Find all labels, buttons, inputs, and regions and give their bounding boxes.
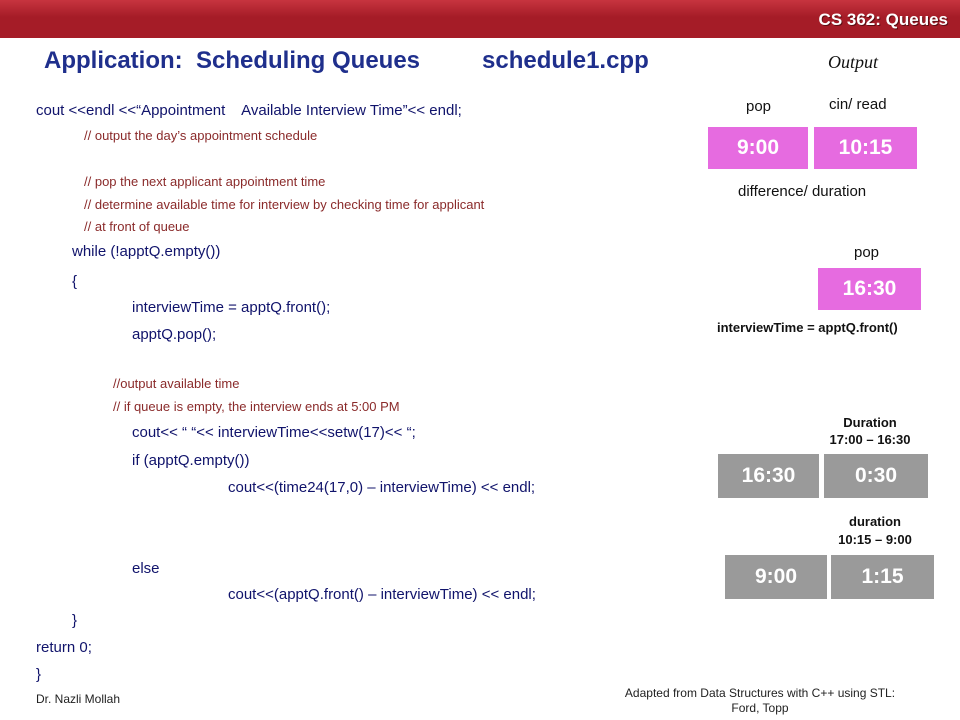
comment-determine: // determine available time for interview by checking time for applicant (84, 197, 485, 212)
code-line-pop: apptQ.pop(); (132, 326, 217, 343)
comment-front: // at front of queue (84, 219, 190, 234)
duration-label-2: duration (849, 514, 901, 529)
interview-front-label: interviewTime = apptQ.front() (717, 320, 898, 335)
comment-output-available: //output available time (113, 376, 240, 391)
code-line-return: return 0; (36, 639, 92, 656)
code-line-cout-header: cout <<endl <<“Appointment Available Interview Time”<< endl; (36, 102, 462, 119)
output-label: Output (828, 52, 879, 72)
box-10-15: 10:15 (814, 127, 917, 169)
comment-pop-next: // pop the next applicant appointment time (84, 174, 326, 189)
pop-label-mid: pop (854, 244, 880, 261)
code-line-cout-interview: cout<< “ “<< interviewTime<<setw(17)<< “; (132, 424, 416, 441)
code-line-if: if (apptQ.empty()) (132, 452, 250, 469)
duration-label-1: Duration (843, 415, 897, 430)
cin-read-label: cin/ read (829, 96, 887, 113)
code-line-else: else (132, 560, 160, 577)
footer-author: Dr. Nazli Mollah (36, 692, 121, 706)
box-0-30: 0:30 (824, 454, 928, 498)
box-16-30-mid: 16:30 (818, 268, 921, 310)
course-title: CS 362: Queues (818, 10, 948, 29)
comment-if-empty: // if queue is empty, the interview ends at 5:00 PM (113, 399, 400, 414)
code-line-close-brace: } (72, 612, 78, 629)
comment-output-schedule: // output the day’s appointment schedule (84, 128, 318, 143)
slide-title (44, 47, 649, 75)
header-bar (0, 0, 960, 38)
footer-credit-line2: Ford, Topp (731, 701, 789, 715)
title-filename: schedule1.cpp (482, 47, 649, 74)
code-line-while: while (!apptQ.empty()) (72, 243, 221, 260)
code-line-final-brace: } (36, 666, 42, 683)
box-16-30-output: 16:30 (718, 454, 819, 498)
code-line-open-brace: { (72, 273, 78, 290)
box-9-00-top: 9:00 (708, 127, 808, 169)
code-line-interview-time: interviewTime = apptQ.front(); (132, 299, 331, 316)
pop-label-top: pop (746, 98, 772, 115)
box-9-00-output: 9:00 (725, 555, 827, 599)
duration-range-1: 17:00 – 16:30 (829, 432, 911, 447)
code-line-cout-time24: cout<<(time24(17,0) – interviewTime) << endl; (228, 479, 536, 496)
footer-credit-line1: Adapted from Data Structures with C++ using STL: (624, 686, 896, 700)
title-heading: Application: Scheduling Queues (44, 47, 421, 74)
box-1-15: 1:15 (831, 555, 934, 599)
difference-duration-label: difference/ duration (738, 183, 867, 200)
duration-range-2: 10:15 – 9:00 (838, 532, 912, 547)
code-line-cout-front: cout<<(apptQ.front() – interviewTime) << endl; (228, 586, 536, 603)
